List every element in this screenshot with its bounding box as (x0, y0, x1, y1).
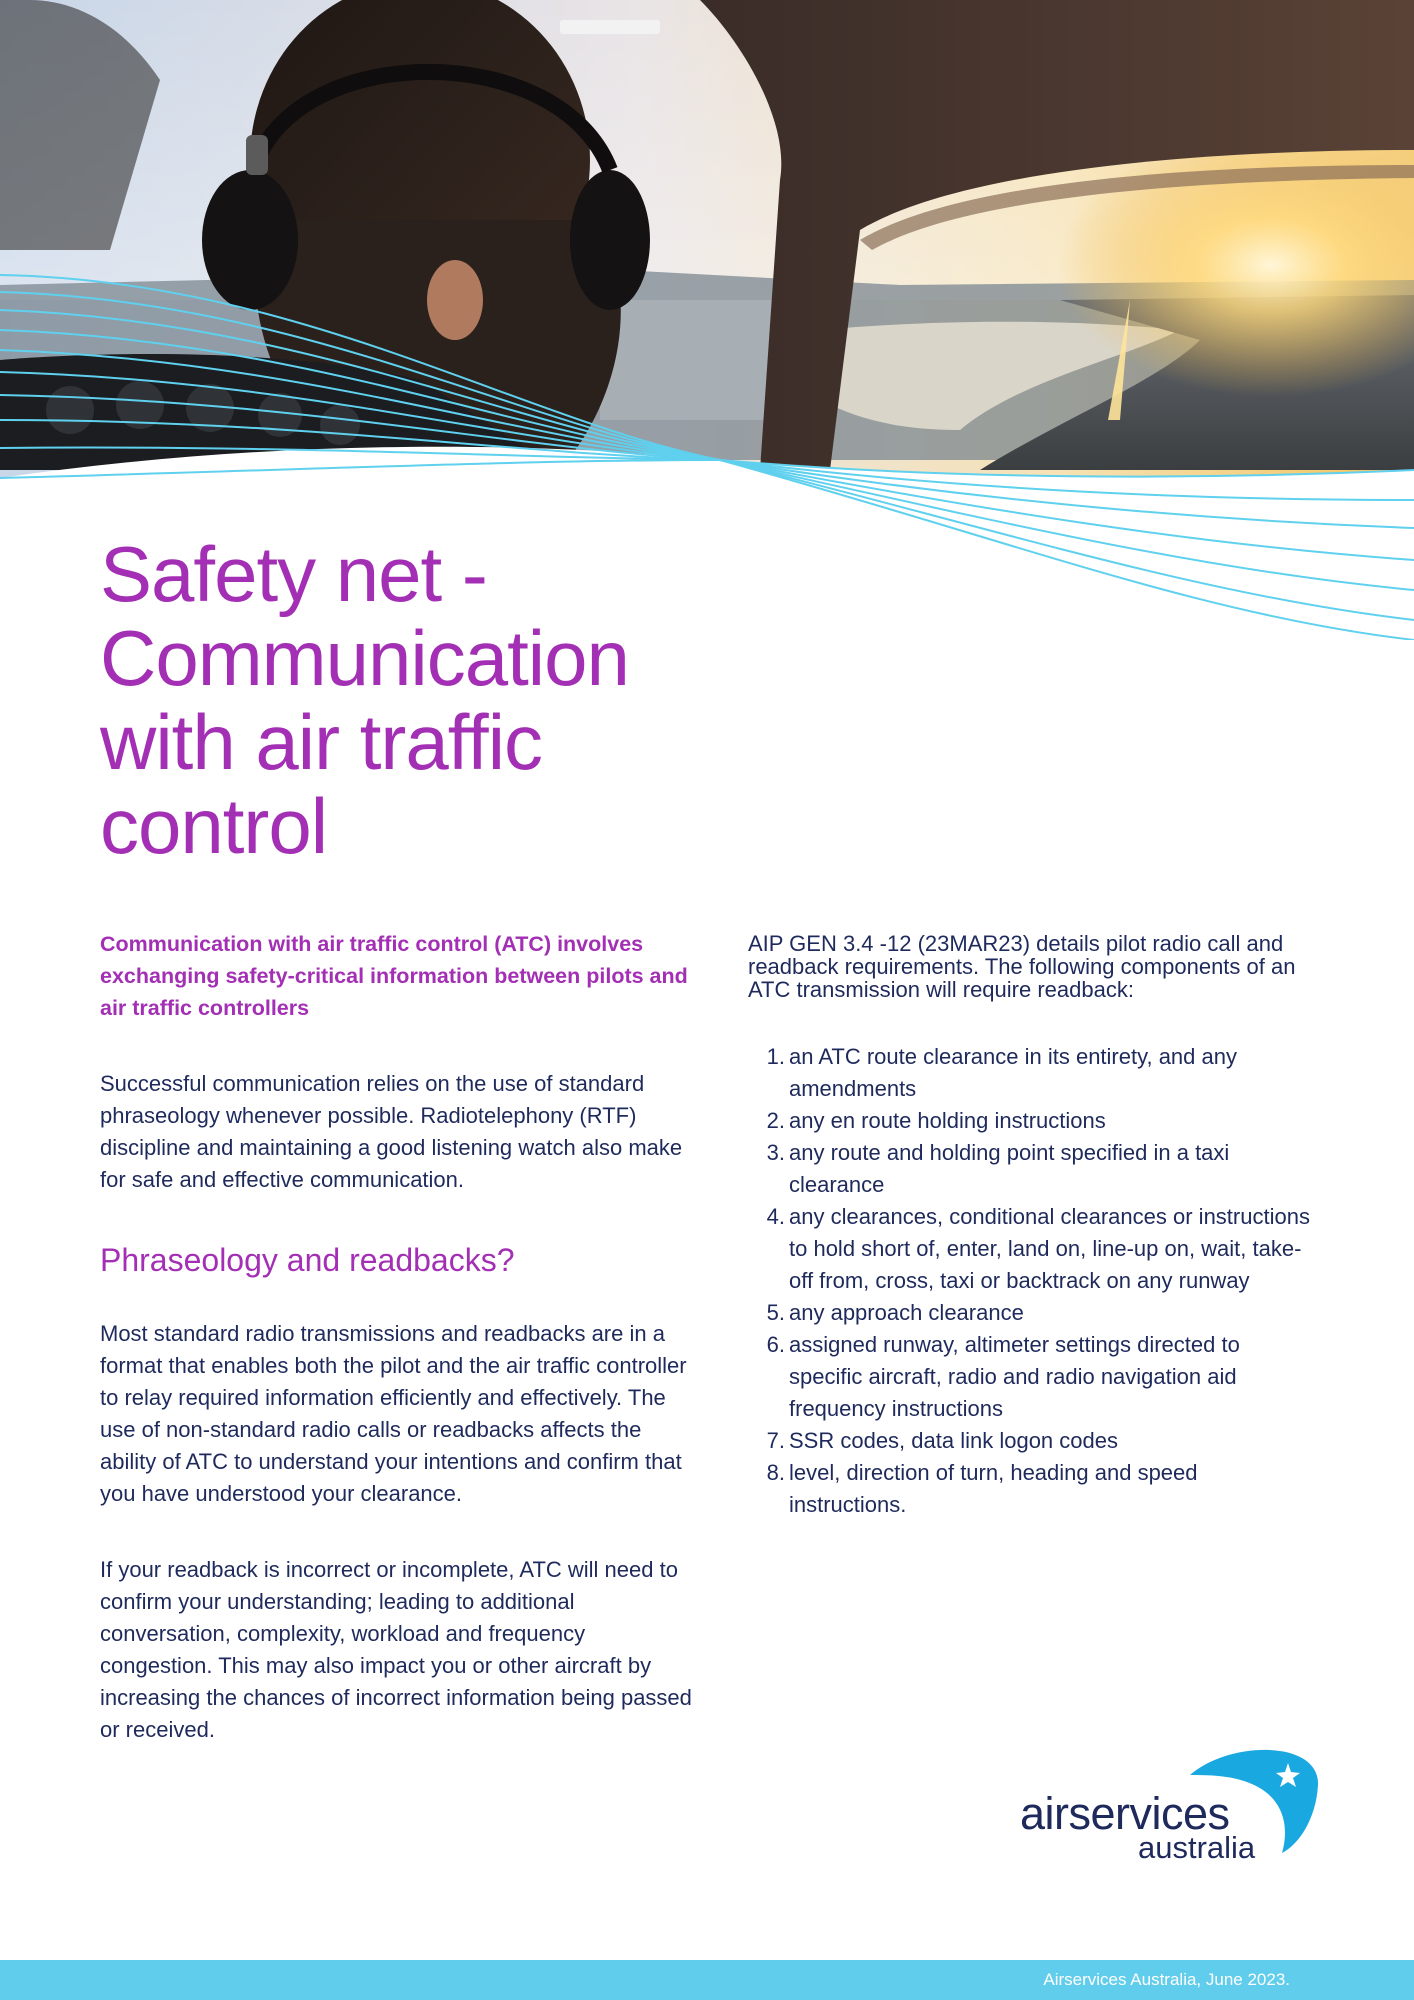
list-item-number: 6. (766, 1332, 785, 1357)
list-item-text: any clearances, conditional clearances or instructions to hold short of, enter, land on, line-up on, wait, take-off from, cross, taxi or backtrack on any runway (789, 1204, 1310, 1293)
readback-list (748, 1041, 1318, 1521)
list-item-number: 2. (766, 1108, 785, 1133)
list-item (748, 1297, 1318, 1329)
list-item-number: 7. (766, 1428, 785, 1453)
list-item (748, 1329, 1318, 1425)
right-column (748, 932, 1318, 1521)
list-item-number: 4. (766, 1204, 785, 1229)
paragraph-readback: If your readback is incorrect or incomplete, ATC will need to confirm your understanding; leading to additional conversation, complexity, workload and frequency congestion. This may also impact you or other aircraft by increasing the chances of incorrect information being passed or received. (100, 1557, 692, 1742)
section-heading: Phraseology and readbacks? (100, 1242, 515, 1278)
list-item (748, 1457, 1318, 1521)
list-item-number: 1. (766, 1044, 785, 1069)
page-title: Safety net - Communication with air traffic control (100, 530, 629, 870)
list-item-text: any en route holding instructions (789, 1108, 1106, 1133)
list-item-text: any route and holding point specified in a taxi clearance (789, 1140, 1230, 1197)
list-item (748, 1105, 1318, 1137)
list-item-number: 3. (766, 1140, 785, 1165)
list-item-text: assigned runway, altimeter settings directed to specific aircraft, radio and radio navigation aid frequency instructions (789, 1332, 1240, 1421)
list-item-text: SSR codes, data link logon codes (789, 1428, 1118, 1453)
footer-text: Airservices Australia, June 2023. (1043, 1970, 1290, 1989)
list-item-text: any approach clearance (789, 1300, 1024, 1325)
list-item (748, 1201, 1318, 1297)
list-item-number: 5. (766, 1300, 785, 1325)
list-item-text: level, direction of turn, heading and speed instructions. (789, 1460, 1198, 1517)
readback-requirements-intro: AIP GEN 3.4 -12 (23MAR23) details pilot radio call and readback requirements. The following components of an ATC transmission will require readback: (748, 931, 1296, 1002)
logo-wordmark: airservices (1020, 1788, 1230, 1839)
left-column (100, 928, 700, 1790)
intro-lead: Communication with air traffic control (ATC) involves exchanging safety-critical information between pilots and air traffic controllers (100, 932, 688, 1020)
list-item (748, 1137, 1318, 1201)
logo-subtext: australia (1138, 1830, 1256, 1865)
list-item (748, 1041, 1318, 1105)
paragraph-communication: Successful communication relies on the use of standard phraseology whenever possible. Radiotelephony (RTF) discipline and maintaining a good listening watch also make for safe and effective communication. (100, 1071, 683, 1192)
paragraph-phraseology: Most standard radio transmissions and readbacks are in a format that enables both the pilot and the air traffic controller to relay required information efficiently and effectively. The use of non-standard radio calls or readbacks affects the ability of ATC to understand your intentions and confirm that you have understood your clearance. (100, 1321, 687, 1506)
list-item-number: 8. (766, 1460, 785, 1485)
airservices-logo (1010, 1745, 1320, 1865)
footer-bar (0, 1960, 1414, 2000)
list-item-text: an ATC route clearance in its entirety, and any amendments (789, 1044, 1237, 1101)
list-item (748, 1425, 1318, 1457)
